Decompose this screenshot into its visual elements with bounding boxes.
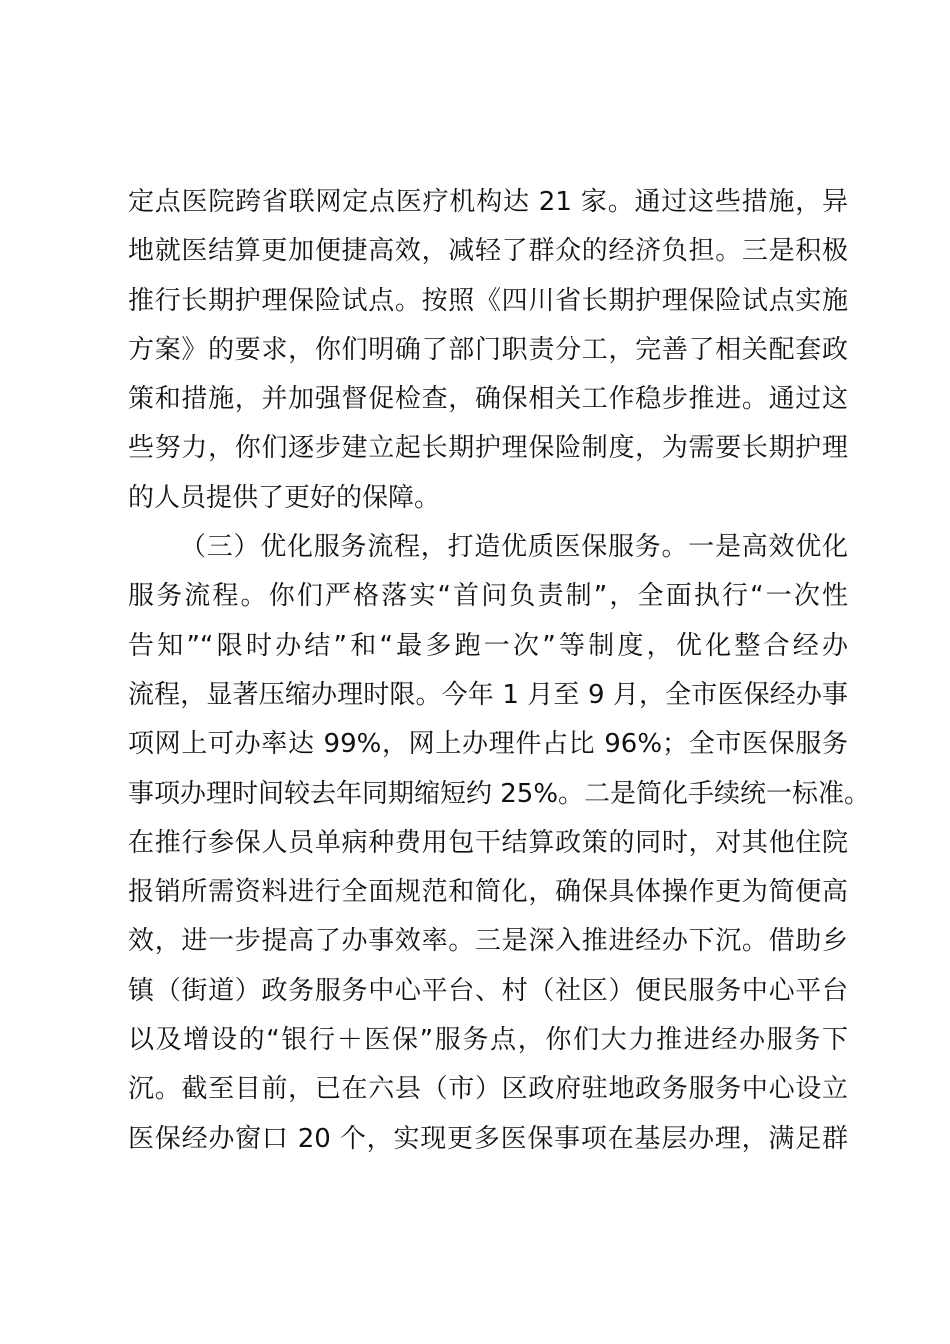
text-line: 项网上可办率达 99%，网上办理件占比 96%；全市医保服务 xyxy=(128,729,848,760)
text-line: 些努力，你们逐步建立起长期护理保险制度，为需要长期护理 xyxy=(128,433,848,464)
text-line: 策和措施，并加强督促检查，确保相关工作稳步推进。通过这 xyxy=(128,384,848,415)
text-line: 定点医院跨省联网定点医疗机构达 21 家。通过这些措施，异 xyxy=(128,187,848,217)
text-line: 沉。截至目前，已在六县（市）区政府驻地政务服务中心设立 xyxy=(128,1074,848,1105)
text-line: 医保经办窗口 20 个，实现更多医保事项在基层办理，满足群 xyxy=(128,1123,848,1154)
text-line: 在推行参保人员单病种费用包干结算政策的同时，对其他住院 xyxy=(128,827,848,858)
text-line: 方案》的要求，你们明确了部门职责分工，完善了相关配套政 xyxy=(128,334,848,365)
text-line: 流程，显著压缩办理时限。今年 1 月至 9 月，全市医保经办事 xyxy=(128,679,848,710)
text-line: 事项办理时间较去年同期缩短约 25%。二是简化手续统一标准。 xyxy=(128,778,871,809)
text-line: 地就医结算更加便捷高效，减轻了群众的经济负担。三是积极 xyxy=(128,236,848,267)
body-text xyxy=(128,178,871,1164)
text-line-last: 的人员提供了更好的保障。 xyxy=(128,482,441,513)
text-line: 告知”“限时办结”和“最多跑一次”等制度，优化整合经办 xyxy=(128,630,848,661)
text-line: 服务流程。你们严格落实“首问负责制”，全面执行“一次性 xyxy=(128,581,848,612)
paragraph-start-line: （三）优化服务流程，打造优质医保服务。一是高效优化 xyxy=(180,532,848,563)
text-line: 镇（街道）政务服务中心平台、村（社区）便民服务中心平台 xyxy=(128,975,848,1006)
text-line: 推行长期护理保险试点。按照《四川省长期护理保险试点实施 xyxy=(128,285,848,316)
text-line: 以及增设的“银行＋医保”服务点，你们大力推进经办服务下 xyxy=(128,1025,848,1056)
text-line: 效，进一步提高了办事效率。三是深入推进经办下沉。借助乡 xyxy=(128,926,848,957)
text-line: 报销所需资料进行全面规范和简化，确保具体操作更为简便高 xyxy=(128,877,848,908)
